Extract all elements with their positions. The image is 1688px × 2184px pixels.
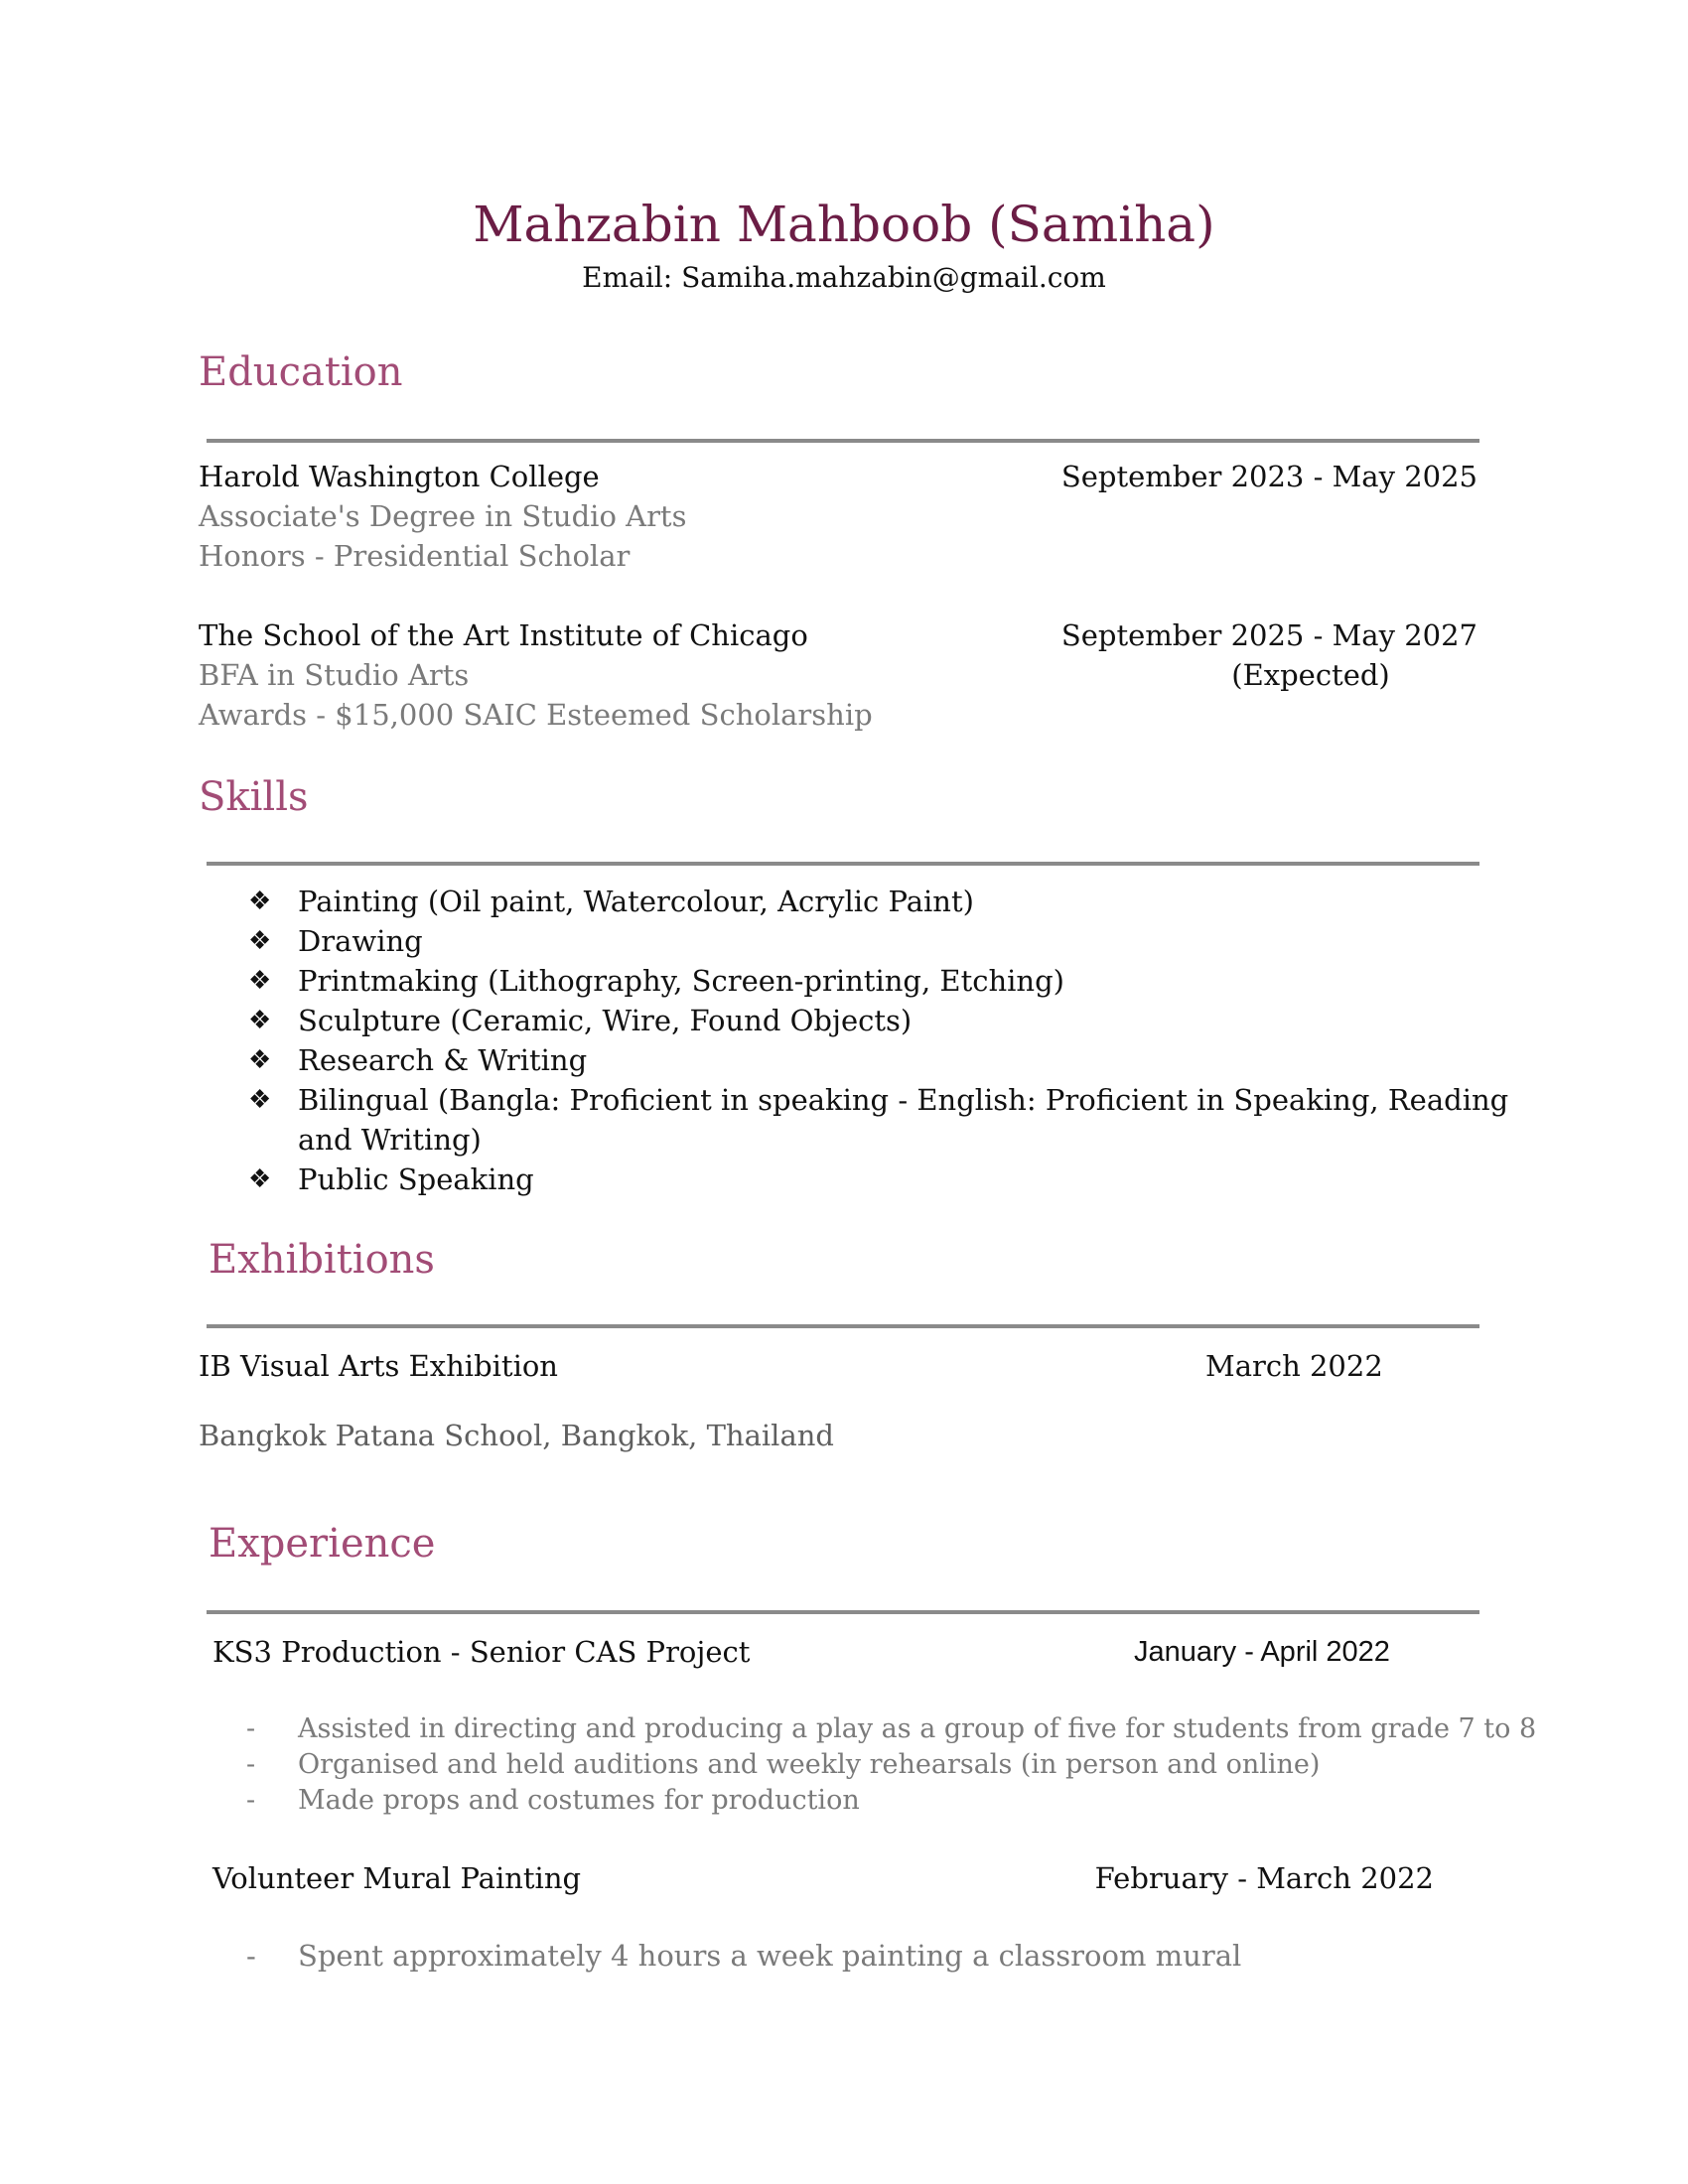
- dash-bullet-icon: -: [246, 1939, 256, 1973]
- education-degree: Associate's Degree in Studio Arts: [199, 499, 687, 533]
- skill-label: Public Speaking: [298, 1162, 534, 1196]
- list-item: [248, 1160, 1529, 1199]
- education-date-note: (Expected): [1231, 658, 1390, 692]
- list-item: [248, 1001, 1529, 1040]
- experience-divider: [207, 1610, 1479, 1614]
- skills-heading: Skills: [199, 774, 309, 820]
- skill-label: Drawing: [298, 924, 423, 958]
- experience-date: February - March 2022: [1094, 1861, 1434, 1895]
- list-item: [248, 961, 1529, 1001]
- skill-label: Painting (Oil paint, Watercolour, Acrylic Paint): [298, 885, 974, 918]
- diamond-bullet-icon: ❖: [248, 1085, 272, 1115]
- education-heading: Education: [199, 349, 403, 395]
- skills-list: [248, 882, 1529, 1199]
- diamond-bullet-icon: ❖: [248, 966, 272, 996]
- education-date: September 2025 - May 2027: [1060, 618, 1477, 652]
- experience-detail: Organised and held auditions and weekly rehearsals (in person and online): [298, 1749, 1321, 1780]
- list-item: [246, 1938, 1241, 1974]
- education-institution: The School of the Art Institute of Chicago: [199, 618, 808, 652]
- dash-bullet-icon: -: [246, 1713, 256, 1744]
- list-item: [246, 1783, 1536, 1819]
- experience-title: Volunteer Mural Painting: [212, 1861, 582, 1895]
- education-divider: [207, 439, 1479, 443]
- skills-divider: [207, 862, 1479, 866]
- skill-label: Sculpture (Ceramic, Wire, Found Objects): [298, 1004, 913, 1037]
- education-awards: Awards - $15,000 SAIC Esteemed Scholarship: [199, 698, 873, 732]
- list-item: [248, 882, 1529, 921]
- diamond-bullet-icon: ❖: [248, 1006, 272, 1035]
- experience-bullet-list: [246, 1711, 1536, 1819]
- experience-date: January - April 2022: [1134, 1636, 1390, 1668]
- experience-detail: Assisted in directing and producing a play as a group of five for students from grade 7 to 8: [298, 1713, 1537, 1744]
- list-item: [246, 1747, 1536, 1783]
- skill-label: Research & Writing: [298, 1043, 588, 1077]
- experience-bullet-list: [246, 1938, 1241, 1974]
- education-date: September 2023 - May 2025: [1060, 460, 1477, 493]
- list-item: [248, 921, 1529, 961]
- exhibition-date: March 2022: [1205, 1349, 1383, 1383]
- list-item: [248, 1080, 1529, 1160]
- education-honors: Honors - Presidential Scholar: [199, 539, 631, 573]
- list-item: [248, 1040, 1529, 1080]
- email-line: Email: Samiha.mahzabin@gmail.com: [582, 261, 1106, 294]
- diamond-bullet-icon: ❖: [248, 1164, 272, 1194]
- diamond-bullet-icon: ❖: [248, 887, 272, 916]
- skill-label: Printmaking (Lithography, Screen-printing, Etching): [298, 964, 1064, 998]
- experience-heading: Experience: [209, 1521, 436, 1567]
- experience-title: KS3 Production - Senior CAS Project: [212, 1635, 751, 1669]
- resume-name: Mahzabin Mahboob (Samiha): [473, 196, 1215, 253]
- exhibitions-heading: Exhibitions: [209, 1237, 435, 1283]
- list-item: [246, 1711, 1536, 1747]
- dash-bullet-icon: -: [246, 1749, 256, 1780]
- diamond-bullet-icon: ❖: [248, 926, 272, 956]
- exhibition-location: Bangkok Patana School, Bangkok, Thailand: [199, 1419, 834, 1452]
- education-institution: Harold Washington College: [199, 460, 600, 493]
- education-degree: BFA in Studio Arts: [199, 658, 470, 692]
- exhibition-title: IB Visual Arts Exhibition: [199, 1349, 558, 1383]
- dash-bullet-icon: -: [246, 1785, 256, 1816]
- experience-detail: Spent approximately 4 hours a week painting a classroom mural: [298, 1939, 1242, 1973]
- exhibitions-divider: [207, 1324, 1479, 1328]
- diamond-bullet-icon: ❖: [248, 1045, 272, 1075]
- experience-detail: Made props and costumes for production: [298, 1785, 860, 1816]
- skill-label: Bilingual (Bangla: Proficient in speaking - English: Proficient in Speaking, Reading and Writing): [298, 1083, 1509, 1157]
